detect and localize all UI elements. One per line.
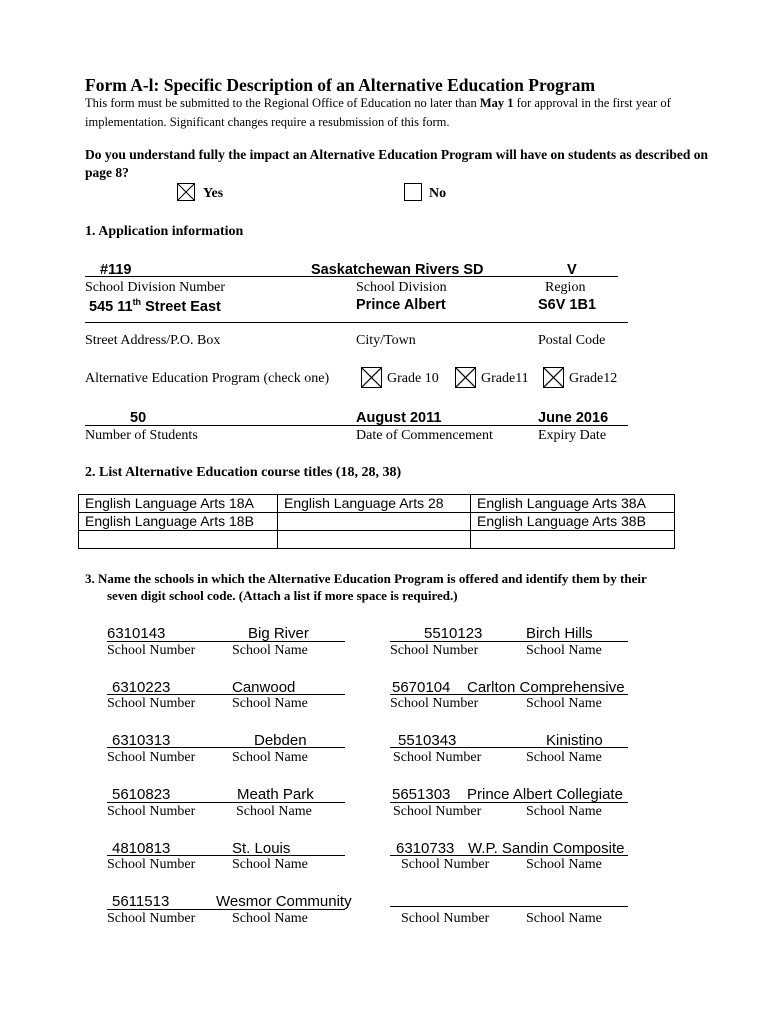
school-number-value: 6310223 xyxy=(112,679,171,696)
school-name-value: Big River xyxy=(248,625,309,642)
school-number-value: 6310313 xyxy=(112,732,171,749)
school-number-value: 5670104 xyxy=(392,679,451,696)
school-number-label: School Number xyxy=(390,643,479,658)
section1-heading: 1. Application information xyxy=(85,224,244,239)
school-name-label: School Name xyxy=(526,750,602,765)
school-name-label: School Name xyxy=(526,857,602,872)
intro-deadline: May 1 xyxy=(479,96,514,110)
grade12-checkbox[interactable] xyxy=(543,367,564,388)
school-name-label: School Name xyxy=(526,911,602,926)
school-name-value: Kinistino xyxy=(546,732,603,749)
impact-question: Do you understand fully the impact an Alternative Education Program will have on students as described on page 8? xyxy=(85,147,709,180)
school-name-value: Canwood xyxy=(232,679,296,696)
school-underline xyxy=(390,802,628,803)
school-name-label: School Name xyxy=(526,696,602,711)
school-underline xyxy=(390,694,628,695)
school-number-label: School Number xyxy=(107,804,196,819)
check-x-icon xyxy=(544,368,563,387)
commencement-label: Date of Commencement xyxy=(356,428,493,443)
school-name-label: School Name xyxy=(232,750,308,765)
region-label: Region xyxy=(545,280,586,295)
table-cell: English Language Arts 38A xyxy=(471,495,675,513)
school-underline xyxy=(390,855,628,856)
school-underline xyxy=(107,694,345,695)
school-number-value: 6310733 xyxy=(396,840,455,857)
table-cell: English Language Arts 28 xyxy=(278,495,471,513)
school-underline xyxy=(107,855,345,856)
division-number-label: School Division Number xyxy=(85,280,225,295)
division-label: School Division xyxy=(356,280,447,295)
row2-underline xyxy=(85,322,628,323)
city-value: Prince Albert xyxy=(356,297,446,313)
students-label: Number of Students xyxy=(85,428,198,443)
grade10-checkbox[interactable] xyxy=(361,367,382,388)
course-table xyxy=(78,494,675,549)
form-intro xyxy=(85,94,715,132)
school-underline xyxy=(107,909,345,910)
school-name-value: Prince Albert Collegiate xyxy=(467,786,623,803)
table-cell xyxy=(471,531,675,549)
form-title: Form A-l: Specific Description of an Alternative Education Program xyxy=(85,75,596,95)
check-x-icon xyxy=(178,184,194,200)
intro-text-start: This form must be submitted to the Regional Office of Education no later than xyxy=(85,96,480,110)
school-number-label: School Number xyxy=(107,643,196,658)
city-label: City/Town xyxy=(356,333,416,348)
school-number-value: 5651303 xyxy=(392,786,451,803)
school-number-value: 5510123 xyxy=(424,625,483,642)
table-row xyxy=(79,531,675,549)
school-number-label: School Number xyxy=(393,750,482,765)
check-x-icon xyxy=(362,368,381,387)
intro-text-end: for approval in the first year of implementation. Significant changes require a resubmission of this form. xyxy=(85,96,671,129)
school-name-value: Debden xyxy=(254,732,307,749)
school-number-label: School Number xyxy=(393,804,482,819)
school-name-value: Carlton Comprehensive xyxy=(467,679,625,696)
school-underline xyxy=(107,641,345,642)
school-number-label: School Number xyxy=(107,911,196,926)
school-name-label: School Name xyxy=(232,857,308,872)
grade12-label: Grade12 xyxy=(569,371,618,386)
check-x-icon xyxy=(456,368,475,387)
school-number-value: 4810813 xyxy=(112,840,171,857)
table-cell xyxy=(79,531,278,549)
school-name-value: Wesmor Community xyxy=(216,893,352,910)
students-value: 50 xyxy=(130,410,147,426)
grade10-label: Grade 10 xyxy=(387,371,439,386)
commencement-value: August 2011 xyxy=(356,410,442,426)
school-number-label: School Number xyxy=(390,696,479,711)
school-number-label: School Number xyxy=(107,750,196,765)
table-row xyxy=(79,495,675,513)
school-number-label: School Number xyxy=(107,696,196,711)
division-number-value: #119 xyxy=(100,262,132,278)
grade11-checkbox[interactable] xyxy=(455,367,476,388)
school-number-value: 5611513 xyxy=(112,893,170,910)
school-name-label: School Name xyxy=(232,643,308,658)
school-number-value: 5610823 xyxy=(112,786,171,803)
table-cell: English Language Arts 18B xyxy=(79,513,278,531)
row1-underline xyxy=(85,276,618,277)
school-name-label: School Name xyxy=(236,804,312,819)
section2-heading: 2. List Alternative Education course titles (18, 28, 38) xyxy=(85,465,402,480)
school-number-label: School Number xyxy=(107,857,196,872)
school-name-value: St. Louis xyxy=(232,840,291,857)
table-cell: English Language Arts 38B xyxy=(471,513,675,531)
school-underline xyxy=(390,906,628,907)
school-name-value: Meath Park xyxy=(237,786,314,803)
school-underline xyxy=(390,747,628,748)
no-checkbox[interactable] xyxy=(404,183,422,201)
school-number-value: 5510343 xyxy=(398,732,457,749)
street-label: Street Address/P.O. Box xyxy=(85,333,221,348)
school-name-label: School Name xyxy=(232,696,308,711)
yes-label: Yes xyxy=(203,186,224,201)
section3-heading: 3. Name the schools in which the Alternative Education Program is offered and identify them by their xyxy=(85,571,647,586)
school-underline xyxy=(390,641,628,642)
division-value: Saskatchewan Rivers SD xyxy=(311,262,484,278)
region-value: V xyxy=(567,262,577,278)
program-label: Alternative Education Program (check one) xyxy=(85,371,330,386)
school-name-label: School Name xyxy=(232,911,308,926)
section3-subheading: seven digit school code. (Attach a list if more space is required.) xyxy=(107,588,458,603)
row3-underline xyxy=(85,425,628,426)
school-number-label: School Number xyxy=(401,911,490,926)
expiry-value: June 2016 xyxy=(538,410,609,426)
street-ordinal: th xyxy=(132,297,142,307)
table-cell xyxy=(278,531,471,549)
street-value xyxy=(89,297,221,315)
school-name-label: School Name xyxy=(526,643,602,658)
postal-label: Postal Code xyxy=(538,333,606,348)
school-name-value: Birch Hills xyxy=(526,625,593,642)
street-number: 545 11 xyxy=(89,298,133,315)
school-number-value: 6310143 xyxy=(107,625,166,642)
school-name-value: W.P. Sandin Composite xyxy=(468,840,625,857)
grade11-label: Grade11 xyxy=(481,371,529,386)
yes-checkbox[interactable] xyxy=(177,183,195,201)
table-row xyxy=(79,513,675,531)
table-cell xyxy=(278,513,471,531)
table-cell: English Language Arts 18A xyxy=(79,495,278,513)
no-label: No xyxy=(429,186,447,201)
school-name-label: School Name xyxy=(526,804,602,819)
postal-value: S6V 1B1 xyxy=(538,297,597,313)
school-number-label: School Number xyxy=(401,857,490,872)
school-underline xyxy=(107,802,345,803)
school-underline xyxy=(107,747,345,748)
street-name: Street East xyxy=(141,298,221,315)
expiry-label: Expiry Date xyxy=(538,428,607,443)
